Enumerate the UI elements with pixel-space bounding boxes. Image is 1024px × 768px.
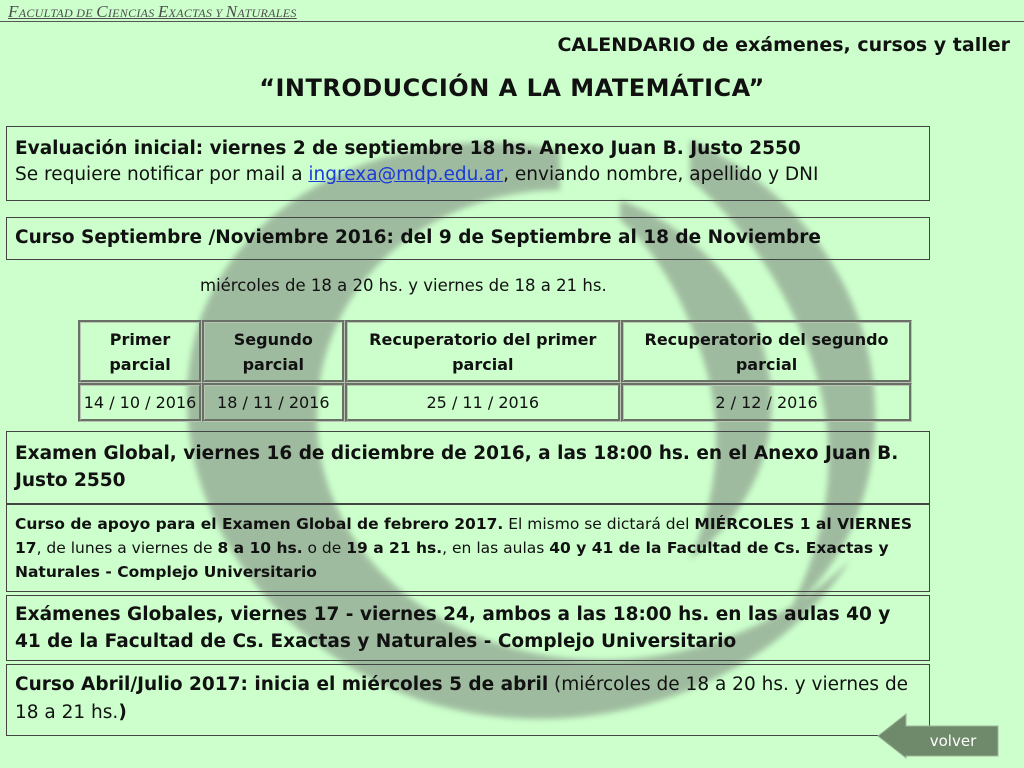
apoyo-part-5: 8 a 10 hs.	[217, 539, 303, 557]
notificacion-line	[15, 162, 921, 188]
page-title: “INTRODUCCIÓN A LA MATEMÁTICA”	[259, 74, 765, 102]
curso-schedule: miércoles de 18 a 20 hs. y viernes de 18 a 21 hs.	[200, 276, 607, 295]
apoyo-part-2: El mismo se dictará del	[503, 515, 695, 533]
evaluacion-line: Evaluación inicial: viernes 2 de septiembre 18 hs. Anexo Juan B. Justo 2550	[15, 138, 801, 159]
header-recuperatorio-segundo: Recuperatorio del segundo parcial	[621, 320, 912, 383]
examen-global-box: Examen Global, viernes 16 de diciembre de 2016, a las 18:00 hs. en el Anexo Juan B. Justo 2550	[6, 431, 930, 504]
apoyo-part-1: Curso de apoyo para el Examen Global de febrero 2017.	[15, 515, 504, 533]
header-recuperatorio-primer: Recuperatorio del primer parcial	[345, 320, 622, 383]
calendar-title: CALENDARIO de exámenes, cursos y taller	[557, 34, 1010, 56]
date-primer-parcial: 14 / 10 / 2016	[78, 383, 202, 422]
table-row	[78, 383, 912, 422]
header-segundo-parcial: Segundo parcial	[202, 320, 344, 383]
header-divider	[0, 21, 1024, 22]
date-segundo-parcial: 18 / 11 / 2016	[202, 383, 344, 422]
curso-abril-box	[6, 664, 930, 736]
abril-close: )	[118, 702, 127, 723]
faculty-name: FACULTAD DE CIENCIAS EXACTAS Y NATURALES	[8, 2, 297, 21]
volver-button[interactable]: volver	[929, 732, 977, 750]
curso-septiembre-box: Curso Septiembre /Noviembre 2016: del 9 de Septiembre al 18 de Noviembre	[6, 217, 930, 260]
apoyo-part-6: o de	[302, 539, 347, 557]
curso-apoyo-box	[6, 504, 930, 592]
date-recuperatorio-segundo: 2 / 12 / 2016	[621, 383, 912, 422]
apoyo-part-8: , en las aulas	[442, 539, 550, 557]
notificacion-pre: Se requiere notificar por mail a	[15, 164, 309, 185]
email-link[interactable]: ingrexa@mdp.edu.ar	[308, 164, 504, 185]
abril-normal: (miércoles de 18 a 20 hs. y viernes de 18 a 21 hs.	[15, 674, 909, 723]
table-header-row	[78, 320, 912, 383]
apoyo-part-3: MIÉRCOLES 1 al VIERNES 17	[15, 515, 913, 557]
date-recuperatorio-primer: 25 / 11 / 2016	[345, 383, 622, 422]
apoyo-part-4: , de lunes a viernes de	[36, 539, 218, 557]
evaluacion-inicial-box	[6, 126, 930, 201]
header-primer-parcial: Primer parcial	[78, 320, 202, 383]
notificacion-post: , enviando nombre, apellido y DNI	[503, 164, 819, 185]
apoyo-part-7: 19 a 21 hs.	[346, 539, 443, 557]
parciales-table	[78, 320, 912, 422]
apoyo-part-9: 40 y 41 de la Facultad de Cs. Exactas y Naturales - Complejo Universitario	[15, 539, 889, 581]
abril-bold: Curso Abril/Julio 2017: inicia el miércoles 5 de abril	[15, 674, 549, 695]
examenes-globales-box: Exámenes Globales, viernes 17 - viernes 24, ambos a las 18:00 hs. en las aulas 40 y 41 de la Facultad de Cs. Exactas y Naturales - Complejo Universitario	[6, 595, 930, 661]
